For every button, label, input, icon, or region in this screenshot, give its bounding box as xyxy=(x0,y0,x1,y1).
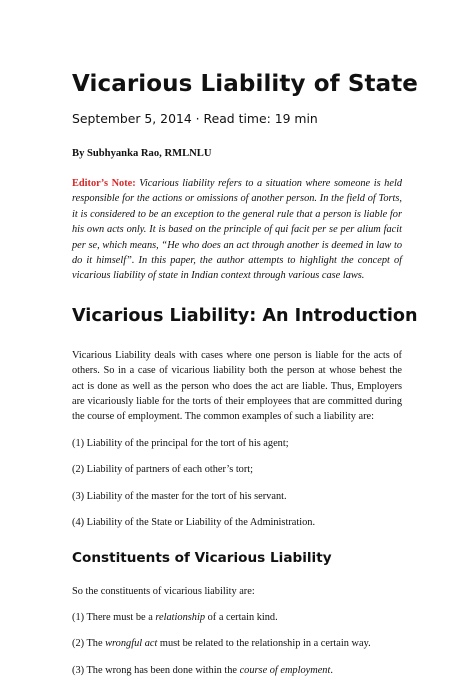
list-item: (1) Liability of the principal for the tort of his agent; xyxy=(72,437,289,449)
list-item: (2) Liability of partners of each other’s tort; xyxy=(72,464,254,476)
section-heading-constituents: Constituents of Vicarious Liability xyxy=(72,549,332,566)
document-page xyxy=(72,70,418,689)
constituent-item xyxy=(72,610,402,625)
constituent-text: must be related to the relationship in a certain way. xyxy=(157,638,371,650)
author-byline: By Subhyanka Rao, RMLNLU xyxy=(72,148,212,159)
constituent-emphasis: course of employment xyxy=(239,664,331,676)
page-title: Vicarious Liability of State xyxy=(72,71,418,97)
constituent-emphasis: wrongful act xyxy=(105,638,158,650)
introduction-paragraph: Vicarious Liability deals with cases where one person is liable for the acts of others. So in a case of vicarious liability both the person at whose behest the act is done as well as the person who does the act are liable. Thus, Employers are vicariously liable for the torts of their employees that are committed during the course of employment. The common examples of such a liability are: xyxy=(72,349,402,423)
editor-note xyxy=(72,176,402,284)
section-heading-introduction: Vicarious Liability: An Introduction xyxy=(72,305,418,326)
constituent-text: (2) The xyxy=(72,638,106,650)
constituent-text: . xyxy=(330,664,333,676)
constituent-item xyxy=(72,636,402,651)
constituent-text: of a certain kind. xyxy=(205,611,278,623)
constituent-item xyxy=(72,663,402,678)
editor-note-label: Editor’s Note: xyxy=(72,178,136,189)
constituent-text: (1) There must be a xyxy=(72,611,156,623)
article-meta: September 5, 2014 · Read time: 19 min xyxy=(72,111,318,126)
constituent-emphasis: relationship xyxy=(155,611,206,623)
constituents-intro: So the constituents of vicarious liability are: xyxy=(72,585,255,597)
constituent-text: (3) The wrong has been done within the xyxy=(72,664,240,676)
list-item: (4) Liability of the State or Liability of the Administration. xyxy=(72,517,316,529)
editor-note-text: Vicarious liability refers to a situation where someone is held responsible for the actions or omissions of another person. In the field of Torts, it is considered to be an exception to the general rule that a person is liable for his own acts only. It is based on the principle of qui facit per se per alium facit per se, which means, “He who does an act through another is deemed in law to do it himself”. In this paper, the author attempts to highlight the concept of vicarious liability of state in Indian context through various case laws. xyxy=(72,178,402,282)
list-item: (3) Liability of the master for the tort of his servant. xyxy=(72,490,287,502)
